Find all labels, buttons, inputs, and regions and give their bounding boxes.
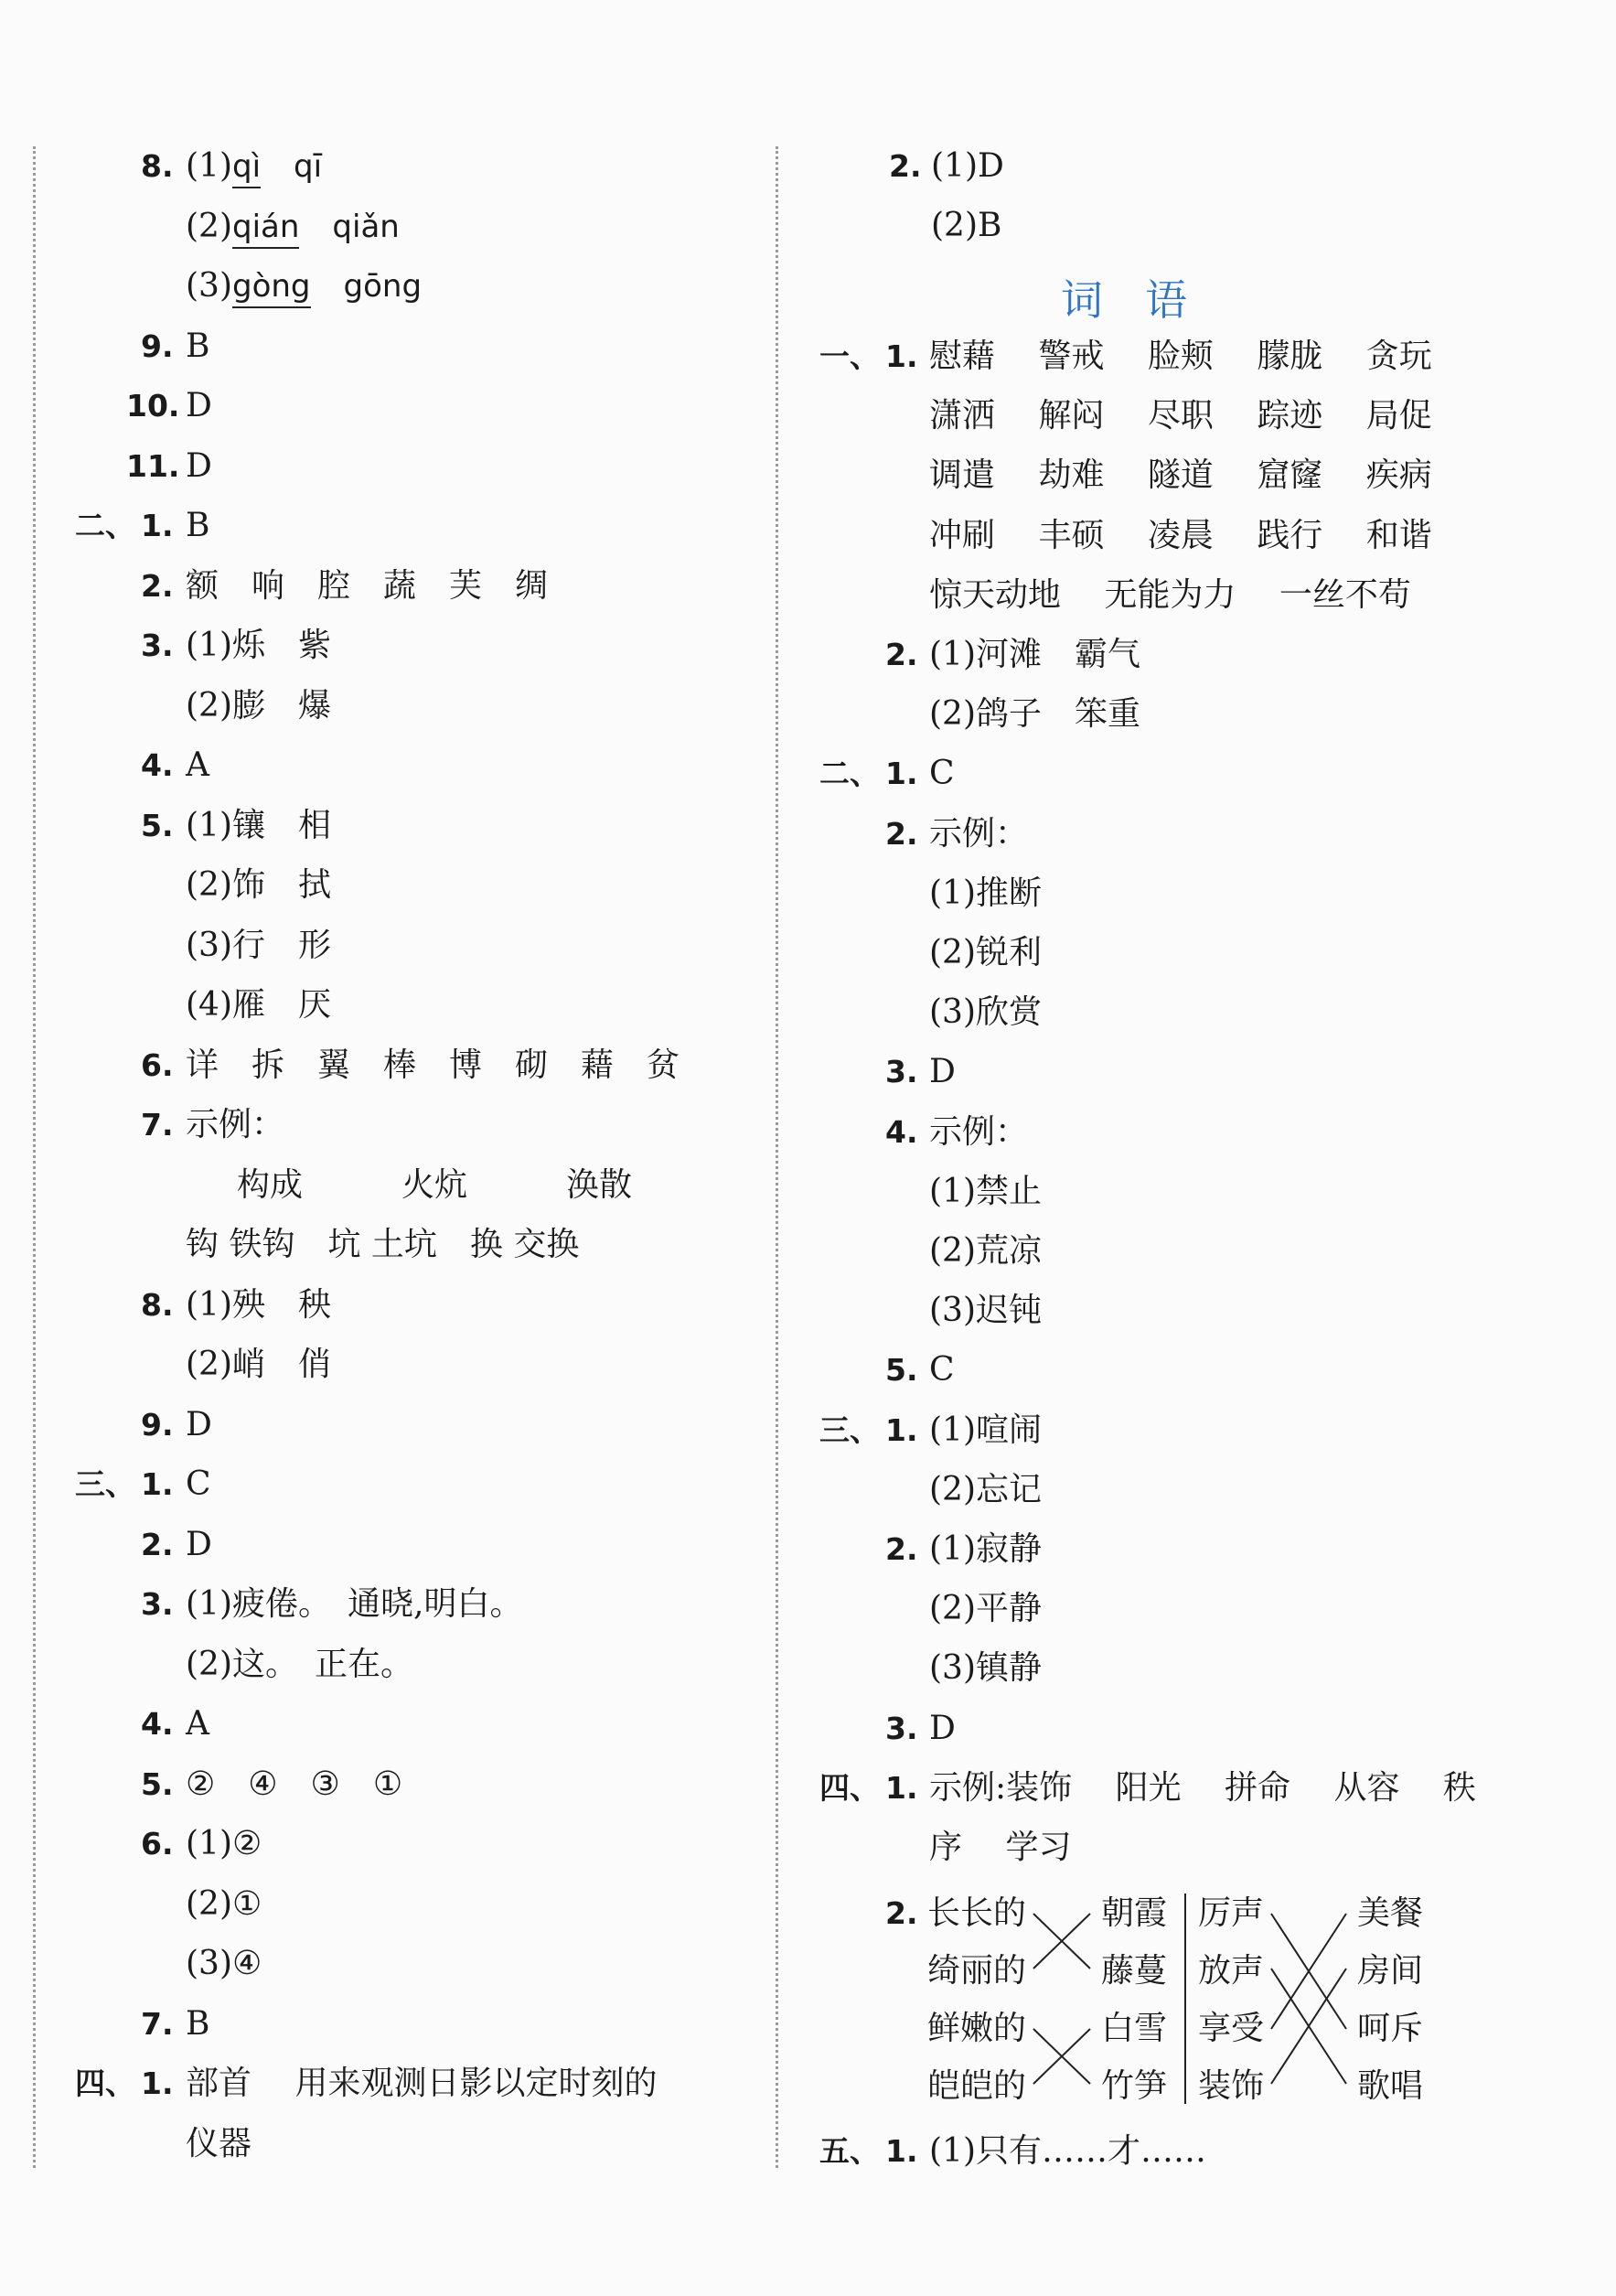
right-answer-text: (2)荒凉 — [929, 1232, 1042, 1270]
right-answer-text: (1)只有……才…… — [929, 2132, 1206, 2170]
pinyin-answer: qiǎn — [332, 208, 400, 245]
right-answer-text: (3)迟钝 — [929, 1292, 1042, 1330]
right-answer-text: (1)河滩 霸气 — [929, 636, 1140, 673]
left-question-number: 1. — [141, 1466, 174, 1502]
sub-label: (1) — [186, 147, 232, 185]
right-answer-text: (2)平静 — [929, 1590, 1042, 1628]
left-answer-text: B — [186, 507, 210, 544]
right-question-number: 1. — [885, 2133, 918, 2169]
sub-label: (2) — [186, 207, 232, 245]
right-answer-text: 调遣 劫难 隧道 窟窿 疾病 — [929, 456, 1432, 495]
right-question-number: 2. — [885, 1531, 918, 1567]
left-question-number: 8. — [141, 148, 174, 184]
left-question-number: 1. — [141, 2065, 174, 2101]
right-answer-text: (1)D — [931, 147, 1004, 185]
right-answer-text: 冲刷 丰硕 凌晨 践行 和谐 — [929, 516, 1432, 554]
right-question-number: 1. — [885, 756, 918, 792]
left-question-number: 6. — [141, 1046, 174, 1083]
right-answer-text: D — [929, 1053, 956, 1091]
right-answer-text: 慰藉 警戒 脸颊 朦胧 贪玩 — [929, 338, 1432, 375]
left-answer-text: (2)① — [186, 1884, 262, 1923]
matching-word: 鲜嫩的 — [927, 2010, 1027, 2047]
left-question-number: 6. — [141, 1826, 174, 1861]
left-question-number: 5. — [141, 807, 174, 843]
matching-word: 享受 — [1198, 2010, 1265, 2047]
right-answer-text: (2)忘记 — [929, 1470, 1042, 1508]
right-question-number: 2. — [889, 148, 922, 184]
left-question-number: 9. — [141, 327, 174, 364]
left-answer-text: 示例： — [186, 1106, 285, 1143]
left-question-number: 1. — [141, 508, 174, 543]
left-answer-text: (1)殃 秧 — [186, 1285, 331, 1324]
matching-word: 藤蔓 — [1101, 1952, 1168, 1990]
right-question-number: 2. — [885, 815, 918, 852]
right-section-mark: 三、 — [819, 1411, 880, 1448]
right-question-number: 5. — [885, 1352, 918, 1389]
right-answer-text: (3)欣赏 — [929, 993, 1042, 1032]
right-answer-text: (1)寂静 — [929, 1530, 1042, 1568]
right-answer-text: D — [929, 1709, 956, 1747]
right-question-number: 3. — [885, 1710, 918, 1746]
right-answer-text: C — [929, 1351, 955, 1389]
right-answer-text: (2)鸽子 笨重 — [929, 695, 1140, 734]
left-answer-text: (1)镶 相 — [186, 806, 331, 844]
left-answer-text: D — [186, 446, 212, 485]
left-answer-text: (1)疲倦。 通晓,明白。 — [186, 1585, 523, 1623]
left-answer-text: 构成 火炕 涣散 — [237, 1165, 633, 1204]
left-answer-text: 额 响 腔 蔬 芙 绸 — [186, 566, 549, 605]
right-answer-text: 示例： — [929, 814, 1029, 853]
right-answer-text: C — [929, 755, 955, 793]
left-answer-text: (3)行 形 — [186, 926, 331, 964]
left-answer-text: 钩 铁钩 坑 土坑 换 交换 — [186, 1226, 580, 1263]
left-question-number: 11. — [126, 447, 180, 484]
left-answer-text: A — [186, 746, 209, 784]
left-section-mark: 二、 — [75, 508, 135, 543]
left-question-number: 3. — [141, 1586, 174, 1622]
pinyin-answer: qī — [294, 148, 323, 185]
right-answer-text: (1)禁止 — [929, 1172, 1042, 1210]
right-question-number: 3. — [885, 1054, 918, 1090]
left-answer-text: (1)② — [186, 1825, 262, 1862]
left-answer-text: (2)峭 俏 — [186, 1346, 331, 1383]
left-answer-text: D — [186, 1525, 212, 1563]
right-answer-text: (1)推断 — [929, 874, 1042, 912]
right-question-number: 1. — [885, 1769, 918, 1806]
left-question-number: 4. — [141, 1706, 174, 1742]
pinyin-answer: gōng — [343, 268, 423, 305]
right-answer-text: 示例:装饰 阳光 拼命 从容 秩 — [929, 1768, 1476, 1807]
section-title: 词 语 — [1061, 275, 1187, 325]
matching-word: 朝霞 — [1101, 1894, 1168, 1932]
left-question-number: 8. — [141, 1286, 174, 1323]
right-answer-text: 序 学习 — [929, 1829, 1072, 1866]
matching-word: 厉声 — [1198, 1894, 1265, 1932]
matching-word: 放声 — [1198, 1952, 1265, 1990]
left-section-mark: 三、 — [75, 1466, 135, 1502]
right-answer-text: 潇洒 解闷 尽职 踪迹 局促 — [929, 397, 1432, 435]
matching-word: 美餐 — [1357, 1894, 1424, 1932]
left-answer-text: 详 拆 翼 棒 博 砌 藉 贫 — [186, 1046, 680, 1084]
matching-word: 绮丽的 — [927, 1952, 1027, 1990]
matching-question-number: 2. — [885, 1895, 918, 1931]
matching-word: 呵斥 — [1357, 2010, 1424, 2047]
right-section-mark: 四、 — [819, 1769, 880, 1806]
pinyin-answer: gòng — [232, 268, 311, 308]
right-answer-text: 示例： — [929, 1112, 1029, 1151]
right-section-mark: 二、 — [819, 756, 880, 792]
right-answer-text: (2)锐利 — [929, 934, 1042, 971]
left-question-number: 4. — [141, 747, 174, 783]
right-section-mark: 一、 — [819, 338, 880, 374]
left-answer-text: (1)烁 紫 — [186, 627, 331, 664]
right-section-mark: 五、 — [819, 2133, 880, 2169]
pinyin-answer: qián — [232, 209, 299, 249]
left-answer-text: 部首 用来观测日影以定时刻的 — [186, 2065, 658, 2102]
left-answer-text: (2)饰 拭 — [186, 866, 331, 904]
left-question-number: 3. — [141, 628, 174, 663]
left-answer-text: 仪器 — [186, 2124, 252, 2162]
left-answer-text: (2)这。 正在。 — [186, 1645, 413, 1683]
right-answer-text: (1)喧闹 — [929, 1411, 1042, 1449]
right-question-number: 1. — [885, 338, 918, 374]
left-section-mark: 四、 — [75, 2065, 135, 2101]
left-answer-text: (3)④ — [186, 1945, 262, 1982]
matching-word: 长长的 — [927, 1894, 1027, 1932]
left-question-number: 7. — [141, 1107, 174, 1143]
right-question-number: 1. — [885, 1411, 918, 1448]
left-question-number: 10. — [126, 388, 180, 424]
matching-word: 皑皑的 — [927, 2067, 1027, 2105]
matching-word: 装饰 — [1198, 2067, 1265, 2105]
right-question-number: 2. — [885, 637, 918, 672]
left-question-number: 2. — [141, 1526, 174, 1562]
left-answer-text: B — [186, 327, 210, 365]
matching-word: 房间 — [1357, 1952, 1424, 1990]
left-question-number: 9. — [141, 1406, 174, 1443]
matching-word: 白雪 — [1101, 2010, 1168, 2047]
left-answer-text: ② ④ ③ ① — [186, 1765, 403, 1803]
right-answer-text: (2)B — [931, 207, 1002, 244]
right-answer-text: (3)镇静 — [929, 1649, 1042, 1688]
left-answer-text: D — [186, 1405, 212, 1443]
pinyin-answer: qì — [232, 148, 261, 188]
left-answer-text: C — [186, 1465, 211, 1503]
left-answer-text: (2)膨 爆 — [186, 686, 331, 724]
left-answer-text: B — [186, 2004, 210, 2043]
left-question-number: 7. — [141, 2005, 174, 2042]
matching-word: 竹笋 — [1101, 2067, 1168, 2105]
left-answer-text: A — [186, 1705, 209, 1743]
left-question-number: 5. — [141, 1765, 174, 1802]
left-answer-text: D — [186, 387, 212, 424]
right-question-number: 4. — [885, 1113, 918, 1150]
sub-label: (3) — [186, 267, 232, 305]
left-answer-text: (4)雁 厌 — [186, 986, 331, 1024]
matching-word: 歌唱 — [1357, 2067, 1424, 2105]
right-answer-text: 惊天动地 无能为力 一丝不苟 — [929, 575, 1411, 614]
left-question-number: 2. — [141, 567, 174, 604]
